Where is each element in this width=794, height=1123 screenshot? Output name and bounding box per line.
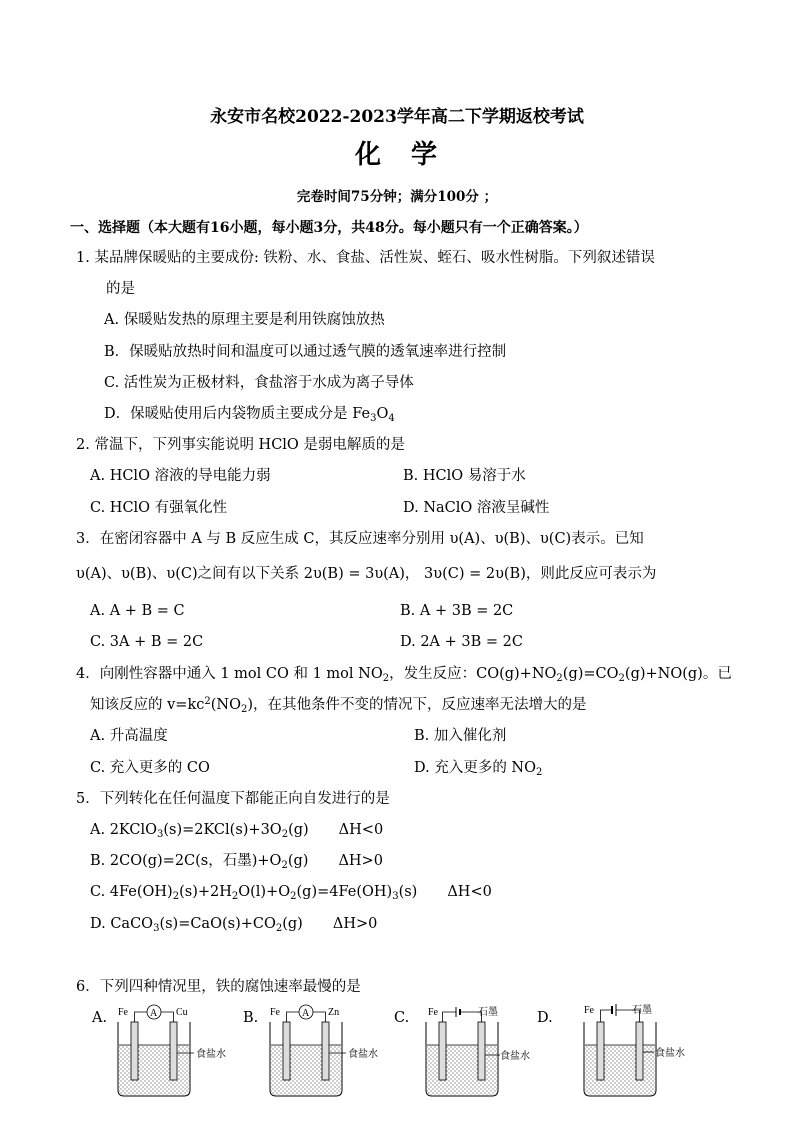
apparatus-a [118,1005,226,1096]
q4-option-c: C. 充入更多的 CO [90,760,210,776]
svg-text:食盐水: 食盐水 [348,1049,378,1060]
q3-stem-cont: υ(A)、υ(B)、υ(C)之间有以下关系 2υ(B) = 3υ(A)， 3υ(C) = 2υ(B)，则此反应可表示为 [76,566,657,582]
q4-stem: 4．向刚性容器中通入 1 mol CO 和 1 mol $NO_2$，发生反应：$CO(g)+NO_2(g)=CO_2(g)+NO(g)$。已 [76,666,732,684]
q4-stem-cont: 知该反应的 $v=kc^2(NO_2)$，在其他条件不变的情况下，反应速率无法增大的是 [90,696,587,715]
svg-text:Cu: Cu [176,1007,188,1018]
q3-option-d: D. 2A + 3B = 2C [400,634,523,650]
q5-option-d: D. $CaCO_3(s)=CaO(s)+CO_2(g)$ ΔH>0 [90,916,378,934]
svg-text:食盐水: 食盐水 [655,1048,685,1059]
q2-option-d: D. NaClO 溶液呈碱性 [403,500,550,516]
q5-option-b: B. 2CO(g)=2C(s，石墨)$+O_2(g)$ ΔH>0 [90,853,383,871]
apparatus-b [270,1005,378,1096]
ammeter-a-label: A [150,1008,158,1019]
section-heading: 一、选择题（本大题有16小题，每小题3分，共48分。每小题只有一个正确答案。） [70,220,588,236]
ammeter-b-label: A [302,1008,310,1019]
q4-option-a: A. 升高温度 [90,728,168,744]
svg-text:石墨: 石墨 [478,1007,498,1018]
svg-text:Fe: Fe [118,1007,128,1018]
q1-option-b: B．保暖贴放热时间和温度可以通过透气膜的透氧速率进行控制 [104,344,507,360]
q4-option-b: B. 加入催化剂 [414,728,507,744]
q3-stem: 3．在密闭容器中 A 与 B 反应生成 C，其反应速率分别用 υ(A)、υ(B)、υ(C)表示。已知 [76,531,644,547]
q3-option-c: C. 3A + B = 2C [90,634,204,650]
q6-option-a-label: A. [92,1010,108,1026]
q2-option-a: A. HClO 溶液的导电能力弱 [90,468,271,484]
apparatus-d [584,1004,685,1096]
q3-option-a: A. A + B = C [90,603,185,619]
q2-stem: 2. 常温下，下列事实能说明 HClO 是弱电解质的是 [76,437,405,453]
q1-option-a: A. 保暖贴发热的原理主要是利用铁腐蚀放热 [104,312,385,328]
q5-stem: 5．下列转化在任何温度下都能正向自发进行的是 [76,791,390,807]
subject-title: 化 学 [354,140,439,170]
svg-text:Zn: Zn [328,1007,340,1018]
exam-title: 永安市名校2022-2023学年高二下学期返校考试 [210,107,584,127]
q6-stem: 6．下列四种情况里，铁的腐蚀速率最慢的是 [76,979,361,995]
q2-option-b: B. HClO 易溶于水 [403,468,526,484]
q1-option-d: D．保暖贴使用后内袋物质主要成分是 $Fe_3O_4$ [104,406,395,424]
q5-option-a: A. $2KClO_3(s)=2KCl(s)+3O_2(g)$ ΔH<0 [90,822,384,840]
q4-option-d: D. 充入更多的 $NO_2$ [414,760,543,778]
q1-option-c: C. 活性炭为正极材料，食盐溶于水成为离子导体 [104,375,414,391]
svg-text:Fe: Fe [428,1007,438,1018]
q6-option-d-label: D. [537,1010,553,1026]
q3-option-b: B. A + 3B = 2C [400,603,514,619]
svg-text:Fe: Fe [584,1005,594,1016]
q2-option-c: C. HClO 有强氧化性 [90,500,228,516]
svg-text:Fe: Fe [270,1007,280,1018]
svg-text:食盐水: 食盐水 [196,1049,226,1060]
q5-option-c: C. $4Fe(OH)_2(s)+2H_2O(l)+O_2(g)=4Fe(OH)_3(s)$ ΔH<0 [90,884,492,902]
q6-option-b-label: B. [243,1010,259,1026]
q1-stem-cont: 的是 [106,281,135,297]
svg-text:石墨: 石墨 [632,1005,652,1016]
q6-option-c-label: C. [394,1010,410,1026]
exam-info: 完卷时间75分钟；满分100分 ； [296,189,498,205]
q1-stem: 1. 某品牌保暖贴的主要成份: 铁粉、水、食盐、活性炭、蛭石、吸水性树脂。下列叙述错误 [76,250,655,266]
svg-text:食盐水: 食盐水 [500,1051,530,1062]
apparatus-c [426,1006,530,1096]
